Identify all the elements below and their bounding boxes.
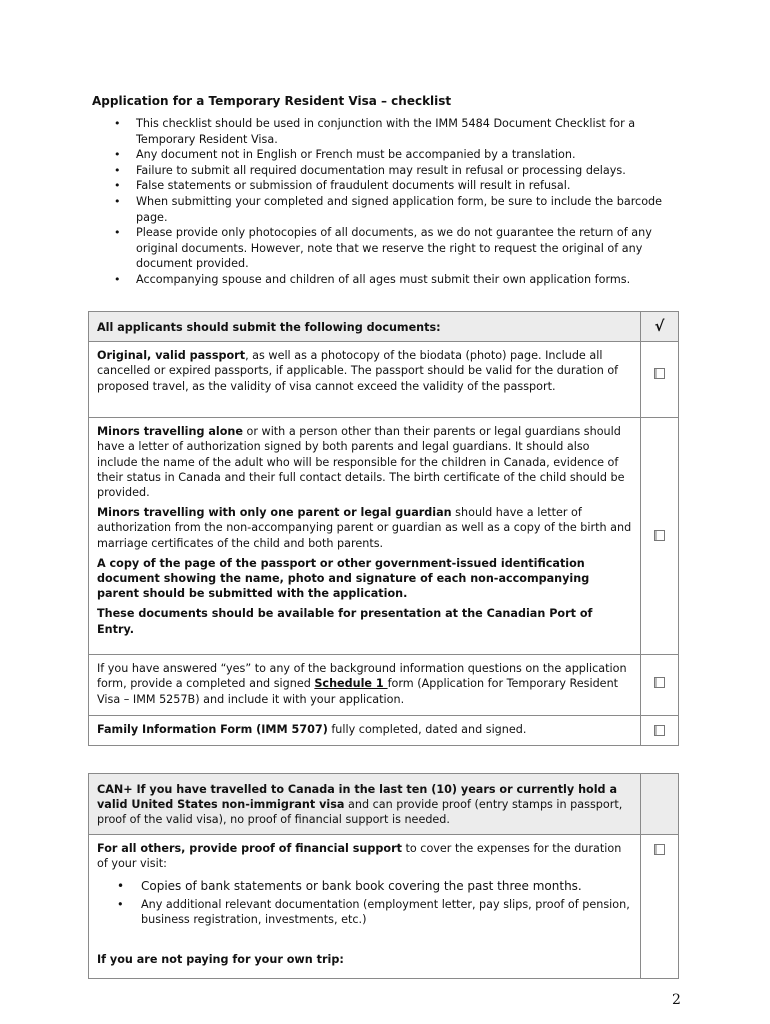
intro-bullet: • When submitting your completed and signed application form, be sure to include the barcode page. <box>110 194 670 225</box>
family-form-label: Family Information Form (IMM 5707) <box>97 723 328 737</box>
intro-bullet: • Any document not in English or French must be accompanied by a translation. <box>110 147 670 163</box>
required-documents-table <box>88 311 679 746</box>
intro-bullet: • This checklist should be used in conjunction with the IMM 5484 Document Checklist for a Temporary Resident Visa. <box>110 116 670 147</box>
schedule-description-end: form (Application for Temporary Resident Visa – IMM 5257B) and include it with your application. <box>97 677 619 706</box>
can-plus-description: and can provide proof (entry stamps in passport, proof of the valid visa), no proof of financial support is needed. <box>97 798 623 827</box>
schedule-description-start: If you have answered “yes” to any of the background information questions on the application form, provide a completed and signed <box>97 662 627 691</box>
table-header-row <box>89 312 679 342</box>
intro-bullet: • Accompanying spouse and children of all ages must submit their own application forms. <box>110 272 670 288</box>
schedule-row <box>89 655 679 716</box>
financial-support-label: For all others, provide proof of financial support <box>97 842 402 855</box>
page-number: 2 <box>672 992 681 1008</box>
intro-bullet-list <box>110 116 670 288</box>
passport-checkbox[interactable] <box>654 368 665 379</box>
list-item: • Any additional relevant documentation (employment letter, pay slips, proof of pension, business registration, investments, etc.) <box>97 897 632 927</box>
financial-document-list <box>97 879 632 927</box>
list-item: • Copies of bank statements or bank book covering the past three months. <box>97 879 632 894</box>
financial-support-table <box>88 773 679 979</box>
intro-bullet: • False statements or submission of fraudulent documents will result in refusal. <box>110 178 670 194</box>
minors-row <box>89 418 679 655</box>
can-plus-row <box>89 774 679 835</box>
minors-alone-label: Minors travelling alone <box>97 425 243 439</box>
passport-label: Original, valid passport <box>97 349 246 363</box>
intro-bullet: • Please provide only photocopies of all documents, as we do not guarantee the return of any original documents. However, note that we reserve the right to request the original of any document provided. <box>110 225 670 272</box>
checklist-title: Application for a Temporary Resident Visa – checklist <box>92 94 452 108</box>
required-documents-heading: All applicants should submit the following documents: <box>97 321 441 334</box>
passport-description: , as well as a photocopy of the biodata (photo) page. Include all cancelled or expired passports, if applicable. The passport should be valid for the duration of proposed travel, as the validity of visa cannot exceed the validity of the passport. <box>97 349 619 393</box>
minors-checkbox[interactable] <box>654 530 665 541</box>
intro-bullet: • Failure to submit all required documentation may result in refusal or processing delays. <box>110 163 670 179</box>
schedule-checkbox[interactable] <box>654 677 665 688</box>
minors-one-parent-description: should have a letter of authorization from the non-accompanying parent or guardian as well as a copy of the birth and marriage certificates of the child and both parents. <box>97 506 632 550</box>
port-of-entry-note: These documents should be available for presentation at the Canadian Port of Entry. <box>97 607 593 636</box>
checkmark-icon: √ <box>654 317 665 335</box>
financial-support-checkbox[interactable] <box>654 844 665 855</box>
passport-row <box>89 342 679 418</box>
family-form-checkbox[interactable] <box>654 725 665 736</box>
family-form-description: fully completed, dated and signed. <box>327 723 527 737</box>
financial-support-description: to cover the expenses for the duration of your visit: <box>97 842 622 871</box>
minors-alone-description: or with a person other than their parents or legal guardians should have a letter of authorization signed by both parents and legal guardians. It should also include the name of the adult who will be responsible for the children in Canada, evidence of their status in Canada and their full contact details. The birth certificate of the child should be provided. <box>97 425 625 500</box>
minors-one-parent-label: Minors travelling with only one parent or legal guardian <box>97 506 452 520</box>
parent-id-requirement: A copy of the page of the passport or other government-issued identification document showing the name, photo and signature of each non-accompanying parent should be submitted with the application. <box>97 556 590 601</box>
not-paying-heading: If you are not paying for your own trip: <box>97 953 344 966</box>
family-info-row <box>89 716 679 746</box>
can-plus-label: CAN+ If you have travelled to Canada in the last ten (10) years or currently hold a valid United States non-immigrant visa <box>97 783 618 812</box>
financial-support-row <box>89 835 679 979</box>
schedule-1-link[interactable]: Schedule 1 <box>314 677 388 691</box>
